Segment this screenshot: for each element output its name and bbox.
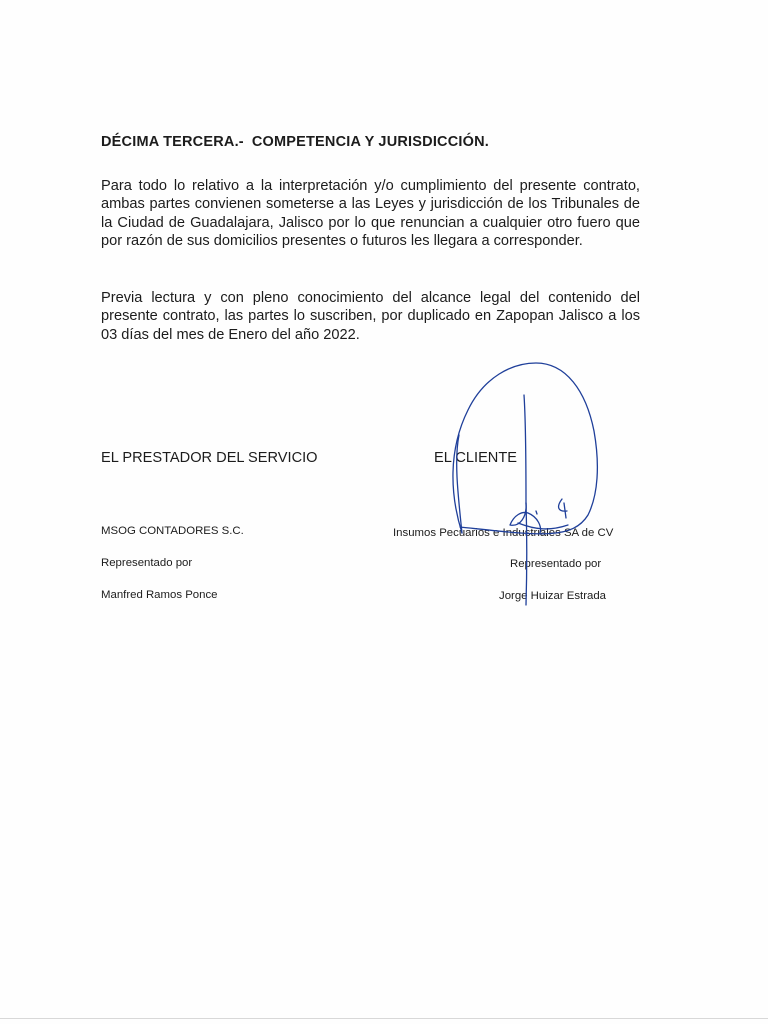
- signature-vertical-stroke: [524, 395, 526, 503]
- jurisdiction-paragraph: Para todo lo relativo a la interpretación y/o cumplimiento del presente contrato, ambas partes convienen someterse a las Leyes y jurisdicción de los Tribunales de la Ciudad de Guadalajara, Jalisco por lo que renuncian a cualquier otro fuero que por razón de sus domicilios presentes o futuros les llegara a corresponder.: [101, 178, 640, 249]
- signature-underline-stroke: [518, 523, 568, 529]
- client-company: Insumos Pecuarios e Industriales SA de CV: [393, 527, 614, 539]
- clause-number: DÉCIMA TERCERA.-: [101, 134, 244, 150]
- clause-heading: [101, 134, 489, 150]
- client-represented-by: Representado por: [510, 558, 602, 570]
- signature-long-descender: [526, 503, 527, 605]
- client-representative-name: Jorge Huizar Estrada: [499, 590, 606, 602]
- signature-four-stroke: [559, 499, 567, 518]
- signature-tick-stroke: [536, 511, 537, 514]
- page-bottom-edge: [0, 1018, 768, 1019]
- provider-representative-name: Manfred Ramos Ponce: [101, 589, 218, 601]
- client-role-label: EL CLIENTE: [434, 450, 517, 466]
- provider-role-label: EL PRESTADOR DEL SERVICIO: [101, 450, 318, 466]
- signing-paragraph: Previa lectura y con pleno conocimiento del alcance legal del contenido del presente contrato, las partes lo suscriben, por duplicado en Zapopan Jalisco a los 03 días del mes de Enero del año 2022.: [101, 290, 640, 343]
- provider-company: MSOG CONTADORES S.C.: [101, 525, 244, 537]
- provider-represented-by: Representado por: [101, 557, 193, 569]
- client-signature: [440, 355, 610, 615]
- clause-title: COMPETENCIA Y JURISDICCIÓN.: [251, 134, 489, 150]
